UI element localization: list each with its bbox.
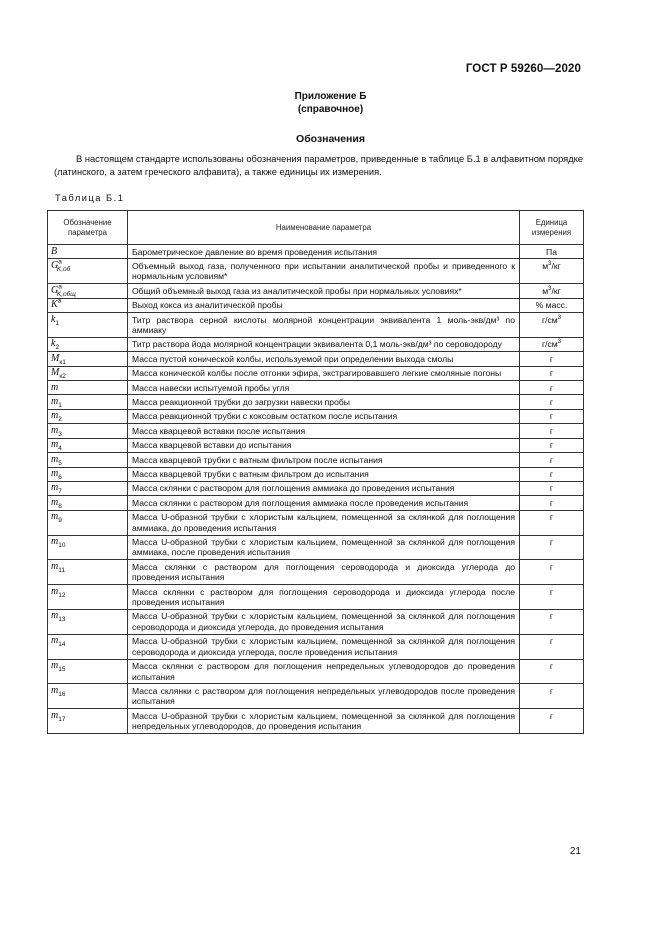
symbol-subscript: 4 <box>58 445 62 453</box>
symbols-table <box>47 210 584 734</box>
symbol-cell <box>48 709 128 734</box>
symbol-subscript: 15 <box>58 666 66 674</box>
symbol-cell <box>48 453 128 467</box>
unit-cell <box>520 366 584 380</box>
parameter-name: Масса реакционной трубки до загрузки навески пробы <box>128 395 520 409</box>
symbol-letter: m <box>51 410 59 422</box>
symbol-letter: m <box>51 635 59 647</box>
parameter-name: Титр раствора серной кислоты молярной концентрации эквивалента 1 моль-экв/дм³ по аммиаку <box>128 313 520 338</box>
parameter-name: Масса склянки с раствором для поглощения аммиака до проведения испытания <box>128 481 520 495</box>
parameter-name: Масса U-образной трубки с хлористым кальцием, помещенной за склянкой для поглощения непредельных углеводородов, до проведения испытания <box>128 709 520 734</box>
unit-cell <box>520 496 584 510</box>
symbol-letter: m <box>51 536 59 548</box>
symbol-subscript: 8 <box>58 502 62 510</box>
unit-text: г <box>549 382 554 393</box>
unit-cell <box>520 453 584 467</box>
unit-cell <box>520 659 584 684</box>
symbol-subscript: 10 <box>58 542 66 550</box>
appendix-type: (справочное) <box>297 104 364 115</box>
symbol-letter: k <box>51 313 56 325</box>
unit-cell <box>520 510 584 535</box>
table-header-row <box>48 211 584 245</box>
parameter-name: Масса кварцевой вставки до испытания <box>128 438 520 452</box>
unit-text: м <box>542 285 549 296</box>
parameter-name: Масса U-образной трубки с хлористым кальцием, помещенной за склянкой для поглощения сероводорода и диоксида углерода, после проведения испытания <box>128 634 520 659</box>
symbol-cell <box>48 438 128 452</box>
unit-cell <box>520 259 584 284</box>
table-row <box>48 395 584 409</box>
table-row <box>48 284 584 298</box>
table-body <box>48 245 584 734</box>
parameter-name: Масса пустой конической колбы, используемой при определении выхода смолы <box>128 352 520 366</box>
parameter-name: Общий объемный выход газа из аналитической пробы при нормальных условиях* <box>128 284 520 298</box>
symbol-cell <box>48 313 128 338</box>
unit-text: г <box>549 497 554 508</box>
symbol-subscript: 12 <box>58 591 66 599</box>
symbol-subscript: к2 <box>59 373 66 381</box>
unit-text: г <box>549 469 554 479</box>
intro-paragraph: В настоящем стандарте использованы обозначения параметров, приведенные в таблице Б.1 в алфавитном порядке (латинского, а затем греческого алфавита), а также единицы их измерения. <box>54 154 583 177</box>
symbol-cell <box>48 684 128 709</box>
parameter-name: Объемный выход газа, полученного при испытании аналитической пробы и приведенного к нормальным условиям* <box>128 259 520 284</box>
symbol-cell <box>48 585 128 610</box>
unit-tail: /кг <box>551 285 561 296</box>
symbol-letter: m <box>51 709 59 721</box>
unit-cell <box>520 284 584 298</box>
appendix-title: Приложение Б <box>294 91 367 102</box>
table-row <box>48 709 584 734</box>
page-number: 21 <box>569 846 581 857</box>
symbol-cell <box>48 510 128 535</box>
symbol-subscript: 3 <box>58 430 62 438</box>
symbol-cell <box>48 634 128 659</box>
symbol-superscript: a <box>58 283 62 291</box>
unit-cell <box>520 245 584 259</box>
parameter-name: Масса кварцевой трубки с ватным фильтром после испытания <box>128 453 520 467</box>
symbol-cell <box>48 535 128 560</box>
parameter-name: Масса кварцевой трубки с ватным фильтром до испытания <box>128 467 520 481</box>
symbol-subscript: 1 <box>58 401 62 409</box>
unit-cell <box>520 560 584 585</box>
symbol-subscript: 11 <box>58 566 65 574</box>
parameter-name: Выход кокса из аналитической пробы <box>128 298 520 312</box>
symbol-letter: m <box>51 468 59 479</box>
symbol-letter: m <box>51 585 59 597</box>
table-row <box>48 659 584 684</box>
symbol-cell <box>48 337 128 351</box>
unit-tail: /кг <box>551 260 561 271</box>
unit-text: г <box>549 483 554 494</box>
table-row <box>48 424 584 438</box>
symbol-superscript: a <box>57 297 62 305</box>
unit-text: г <box>549 454 554 465</box>
unit-text: г <box>549 368 554 379</box>
symbol-cell <box>48 381 128 395</box>
table-row <box>48 535 584 560</box>
unit-text: г <box>549 512 554 523</box>
table-row <box>48 313 584 338</box>
symbol-letter: m <box>51 424 59 436</box>
parameter-name: Масса U-образной трубки с хлористым кальцием, помещенной за склянкой для поглощения аммиака, до проведения испытания <box>128 510 520 535</box>
unit-cell <box>520 313 584 338</box>
unit-superscript: 3 <box>548 285 552 292</box>
unit-cell <box>520 337 584 351</box>
symbol-letter: M <box>51 367 60 379</box>
symbol-letter: G <box>51 259 59 271</box>
parameter-name: Масса конической колбы после отгонки эфира, экстрагировавшего легкие смоляные погоны <box>128 366 520 380</box>
unit-cell <box>520 684 584 709</box>
symbol-letter: m <box>51 496 59 508</box>
table-row <box>48 352 584 366</box>
unit-superscript: 3 <box>557 339 562 346</box>
symbol-cell <box>48 298 128 312</box>
symbol-cell <box>48 424 128 438</box>
symbol-cell <box>48 352 128 366</box>
symbol-letter: m <box>51 482 59 494</box>
unit-text: г <box>549 685 554 696</box>
symbol-cell <box>48 609 128 634</box>
unit-text: м <box>542 260 549 271</box>
symbol-cell <box>48 245 128 259</box>
table-row <box>48 560 584 585</box>
unit-superscript: 3 <box>557 314 562 321</box>
section-title: Обозначения <box>296 133 365 145</box>
symbol-letter: m <box>51 395 59 407</box>
unit-text: г/см <box>541 314 558 325</box>
unit-text: г <box>549 561 554 572</box>
header-name: Наименование параметра <box>128 211 520 245</box>
symbol-letter: m <box>51 660 59 672</box>
table-row <box>48 684 584 709</box>
unit-cell <box>520 409 584 423</box>
parameter-name: Масса склянки с раствором для поглощения сероводорода и диоксида углерода после проведения испытания <box>128 585 520 610</box>
unit-cell <box>520 467 584 481</box>
symbol-subscript: 9 <box>58 517 62 525</box>
unit-text: % масс. <box>535 300 568 311</box>
table-row <box>48 510 584 535</box>
table-row <box>48 259 584 284</box>
symbol-letter: k <box>51 338 56 350</box>
symbol-cell <box>48 259 128 284</box>
unit-text: г <box>549 353 554 364</box>
unit-text: г <box>549 710 554 721</box>
unit-text: г <box>549 636 554 647</box>
unit-cell <box>520 481 584 495</box>
unit-cell <box>520 535 584 560</box>
symbol-cell <box>48 560 128 585</box>
table-row <box>48 481 584 495</box>
symbol-letter: m <box>51 684 59 696</box>
symbol-subscript: K,общ <box>56 290 76 298</box>
symbol-subscript: 16 <box>58 690 66 698</box>
parameter-name: Барометрическое давление во время проведения испытания <box>128 245 520 259</box>
parameter-name: Масса склянки с раствором для поглощения непредельных углеводородов после проведения испытания <box>128 684 520 709</box>
symbol-subscript: 1 <box>55 319 60 327</box>
header-symbol: Обозначение параметра <box>48 211 128 245</box>
unit-text: г <box>549 586 554 597</box>
table-row <box>48 366 584 380</box>
symbol-letter: m <box>51 381 59 393</box>
parameter-name: Масса U-образной трубки с хлористым кальцием, помещенной за склянкой для поглощения аммиака, после проведения испытания <box>128 535 520 560</box>
standard-number: ГОСТ Р 59260—2020 <box>465 63 581 75</box>
unit-text: г <box>549 611 554 622</box>
unit-cell <box>520 709 584 734</box>
parameter-name: Масса реакционной трубки с коксовым остатком после испытания <box>128 409 520 423</box>
symbol-letter: K <box>51 299 58 311</box>
symbol-letter: M <box>51 352 60 364</box>
symbol-subscript: 6 <box>58 474 62 481</box>
unit-cell <box>520 585 584 610</box>
table-row <box>48 381 584 395</box>
parameter-name: Масса склянки с раствором для поглощения непредельных углеводородов до проведения испытания <box>128 659 520 684</box>
table-row <box>48 634 584 659</box>
table-row <box>48 585 584 610</box>
symbol-cell <box>48 481 128 495</box>
symbol-letter: G <box>51 284 59 296</box>
table-row <box>48 298 584 312</box>
symbol-letter: m <box>51 439 59 451</box>
symbol-letter: m <box>51 610 59 622</box>
unit-cell <box>520 298 584 312</box>
unit-cell <box>520 352 584 366</box>
symbol-subscript: 14 <box>58 641 66 649</box>
table-row <box>48 245 584 259</box>
unit-text: г <box>549 440 554 451</box>
table-row <box>48 337 584 351</box>
symbol-subscript: K,об <box>56 265 71 273</box>
symbol-subscript: 5 <box>58 459 62 467</box>
symbol-letter: m <box>51 453 59 465</box>
symbol-subscript: 2 <box>58 416 62 424</box>
symbol-subscript: 7 <box>58 488 62 496</box>
table-row <box>48 409 584 423</box>
symbol-cell <box>48 284 128 298</box>
unit-cell <box>520 395 584 409</box>
symbol-subscript: 2 <box>55 344 60 352</box>
symbol-letter: m <box>51 560 59 572</box>
table-row <box>48 453 584 467</box>
unit-text: г <box>549 661 554 672</box>
symbol-cell <box>48 496 128 510</box>
parameter-name: Масса склянки с раствором для поглощения сероводорода и диоксида углерода до проведения испытания <box>128 560 520 585</box>
unit-text: г <box>549 425 554 436</box>
unit-text: г <box>549 411 554 422</box>
unit-cell <box>520 424 584 438</box>
parameter-name: Масса навески испытуемой пробы угля <box>128 381 520 395</box>
unit-text: г <box>549 396 554 407</box>
table-row <box>48 467 584 481</box>
symbol-subscript: к1 <box>59 358 66 366</box>
appendix-heading <box>0 90 661 116</box>
unit-superscript: 3 <box>548 261 552 268</box>
parameter-name: Масса кварцевой вставки после испытания <box>128 424 520 438</box>
symbol-cell <box>48 409 128 423</box>
symbol-cell <box>48 659 128 684</box>
symbol-subscript: 17 <box>58 715 66 723</box>
symbol-cell <box>48 395 128 409</box>
unit-cell <box>520 438 584 452</box>
parameter-name: Титр раствора йода молярной концентрации эквивалента 0,1 моль-экв/дм³ по сероводороду <box>128 337 520 351</box>
symbol-cell <box>48 467 128 481</box>
parameter-name: Масса U-образной трубки с хлористым кальцием, помещенной за склянкой для поглощения сероводорода и диоксида углерода, до проведения испытания <box>128 609 520 634</box>
table-caption: Таблица Б.1 <box>55 193 125 203</box>
table-row <box>48 496 584 510</box>
symbol-superscript: a <box>58 258 62 266</box>
parameter-name: Масса склянки с раствором для поглощения аммиака после проведения испытания <box>128 496 520 510</box>
symbol-letter: m <box>51 511 59 523</box>
unit-text: г/см <box>541 339 558 350</box>
symbol-subscript: 13 <box>58 616 66 624</box>
unit-text: Па <box>546 246 557 257</box>
unit-text: г <box>549 537 554 548</box>
unit-cell <box>520 381 584 395</box>
table-row <box>48 438 584 452</box>
unit-cell <box>520 609 584 634</box>
header-unit: Единица измерения <box>520 211 584 245</box>
unit-cell <box>520 634 584 659</box>
table-row <box>48 609 584 634</box>
symbol-letter: B <box>51 245 58 257</box>
symbol-cell <box>48 366 128 380</box>
